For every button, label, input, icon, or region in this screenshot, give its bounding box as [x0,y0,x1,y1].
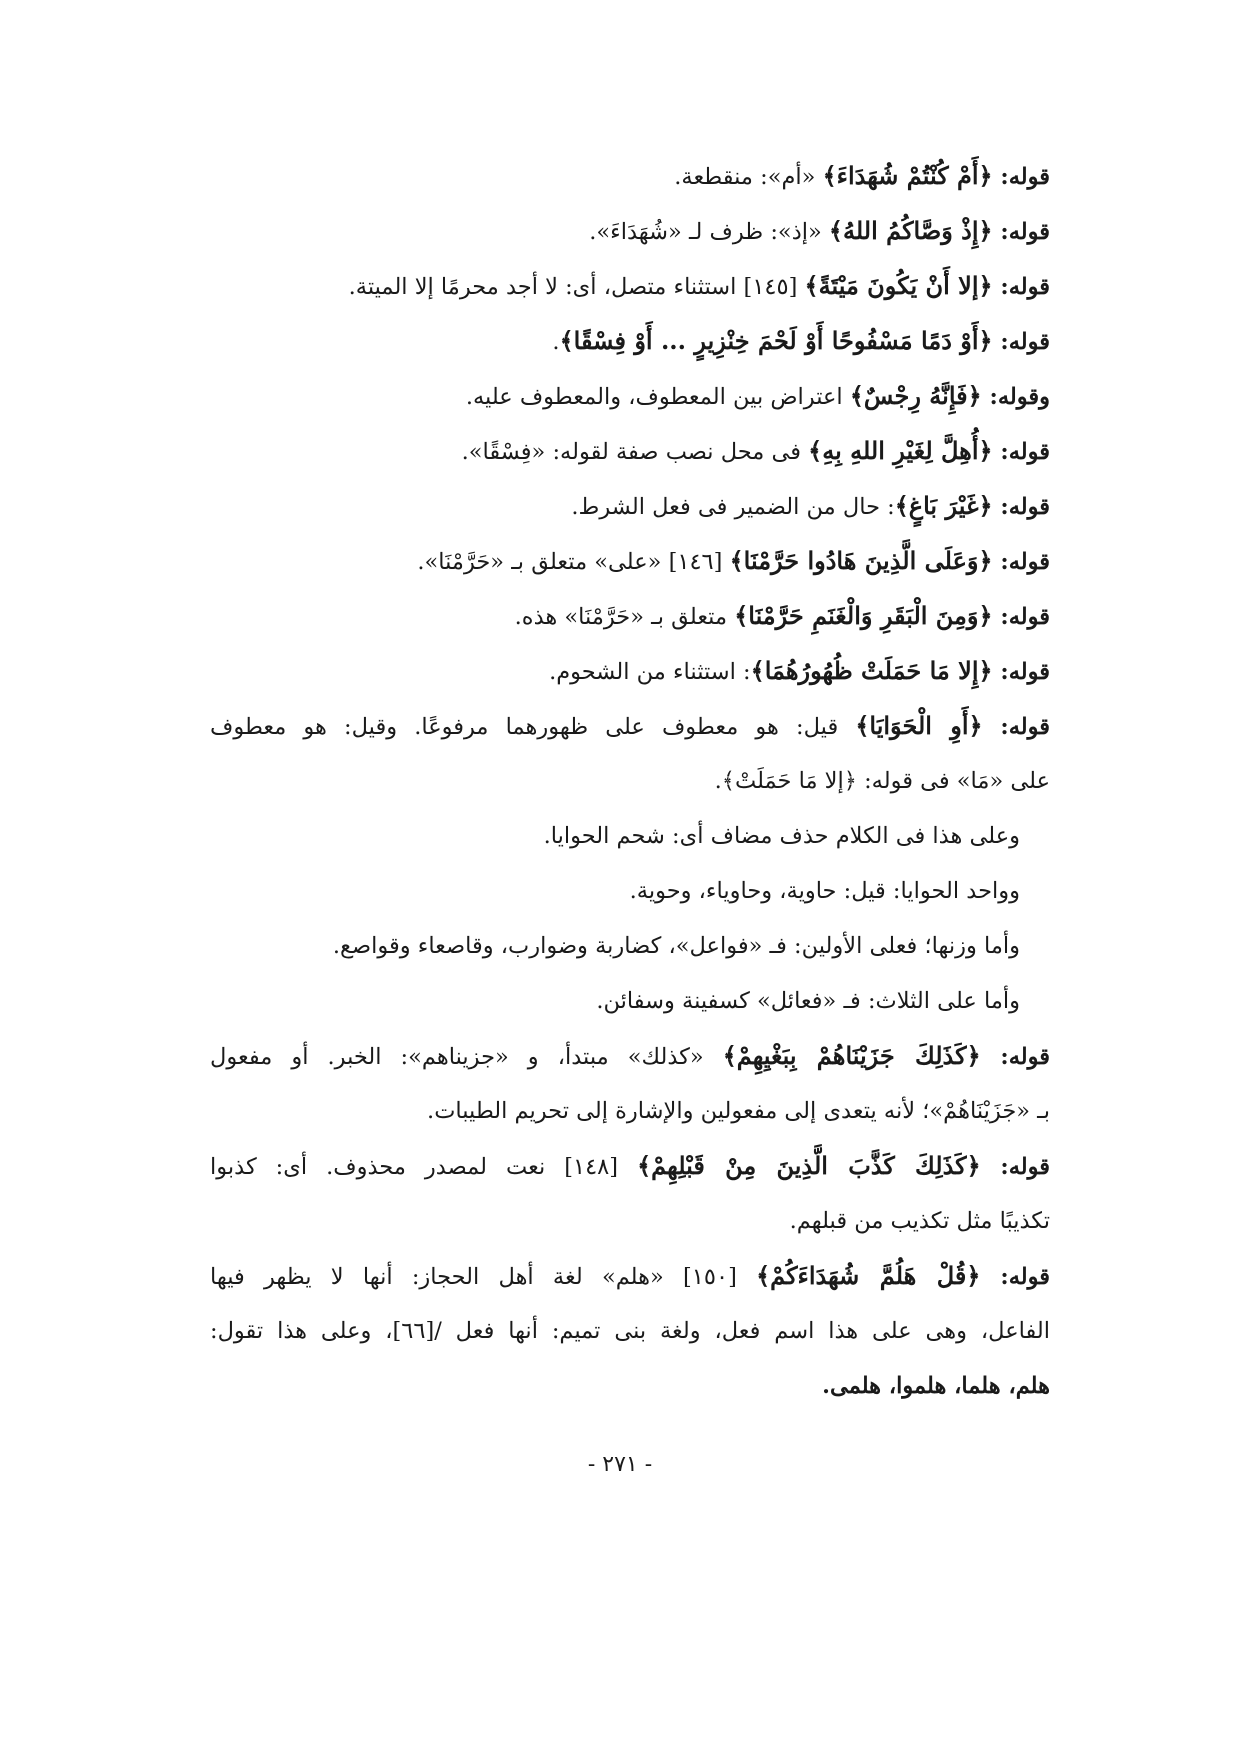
text-line: قوله: ﴿غَيْرَ بَاغٍ﴾: حال من الضمير فى فعل الشرط. [571,491,1050,520]
text-line: بـ «جَزَيْنَاهُمْ»؛ لأنه يتعدى إلى مفعولين والإشارة إلى تحريم الطيبات. [427,1098,1050,1124]
text-line: وعلى هذا فى الكلام حذف مضاف أى: شحم الحوايا. [543,823,1020,849]
text-line: قوله: ﴿كَذَلِكَ كَذَّبَ الَّذِينَ مِنْ قَبْلِهِمْ﴾ [١٤٨] نعت لمصدر محذوف. أى: كذبوا [210,1151,1051,1180]
text-line: هلم، هلما، هلموا، هلمى. [822,1373,1050,1399]
text-line: وواحد الحوايا: قيل: حاوية، وحاوياء، وحوية. [629,878,1020,904]
text-line: وقوله: ﴿فَإِنَّهُ رِجْسٌ﴾ اعتراض بين المعطوف، والمعطوف عليه. [465,381,1050,410]
text-line: وأما وزنها؛ فعلى الأولين: فـ «فواعل»، كضاربة وضوارب، وقاصعاء وقواصع. [332,933,1020,959]
text-line: قوله: ﴿أَوْ دَمًا مَسْفُوحًا أَوْ لَحْمَ خِنْزِيرٍ ... أَوْ فِسْقًا﴾. [552,326,1050,355]
text-line: قوله: ﴿إلا أَنْ يَكُونَ مَيْتَةً﴾ [١٤٥] استثناء متصل، أى: لا أجد محرمًا إلا الميتة. [348,271,1050,300]
text-line: قوله: ﴿كَذَلِكَ جَزَيْنَاهُمْ بِبَغْيِهِمْ﴾ «كذلك» مبتدأ، و «جزيناهم»: الخبر. أو مفعول [210,1041,1051,1070]
text-line: قوله: ﴿وَمِنَ الْبَقَرِ وَالْغَنَمِ حَرَّمْنَا﴾ متعلق بـ «حَرَّمْنَا» هذه. [514,601,1050,630]
text-line: تكذيبًا مثل تكذيب من قبلهم. [789,1208,1050,1234]
text-line: قوله: ﴿إِذْ وَصَّاكُمُ اللهُ﴾ «إذ»: ظرف لـ «شُهَدَاءَ». [589,216,1050,245]
text-line: قوله: ﴿إِلا مَا حَمَلَتْ ظُهُورُهُمَا﴾: استثناء من الشحوم. [549,656,1050,685]
text-line: الفاعل، وهى على هذا اسم فعل، ولغة بنى تميم: أنها فعل /[٦٦]، وعلى هذا تقول: [210,1318,1050,1344]
text-line: قوله: ﴿قُلْ هَلُمَّ شُهَدَاءَكُمْ﴾ [١٥٠] «هلم» لغة أهل الحجاز: أنها لا يظهر فيها [210,1261,1050,1290]
text-line: قوله: ﴿أُهِلَّ لِغَيْرِ اللهِ بِهِ﴾ فى محل نصب صفة لقوله: «فِسْقًا». [461,436,1050,465]
page-number: - ٢٧١ - [587,1452,653,1477]
text-line: وأما على الثلاث: فـ «فعائل» كسفينة وسفائن. [596,988,1020,1014]
text-line: قوله: ﴿أَمْ كُنْتُمْ شُهَدَاءَ﴾ «أم»: منقطعة. [674,161,1050,190]
text-line: على «مَا» فى قوله: ﴿إلا مَا حَمَلَتْ﴾. [714,768,1050,794]
text-line: قوله: ﴿أَوِ الْحَوَايَا﴾ قيل: هو معطوف على ظهورهما مرفوعًا. وقيل: هو معطوف [210,711,1050,740]
text-line: قوله: ﴿وَعَلَى الَّذِينَ هَادُوا حَرَّمْنَا﴾ [١٤٦] «على» متعلق بـ «حَرَّمْنَا». [417,546,1050,575]
